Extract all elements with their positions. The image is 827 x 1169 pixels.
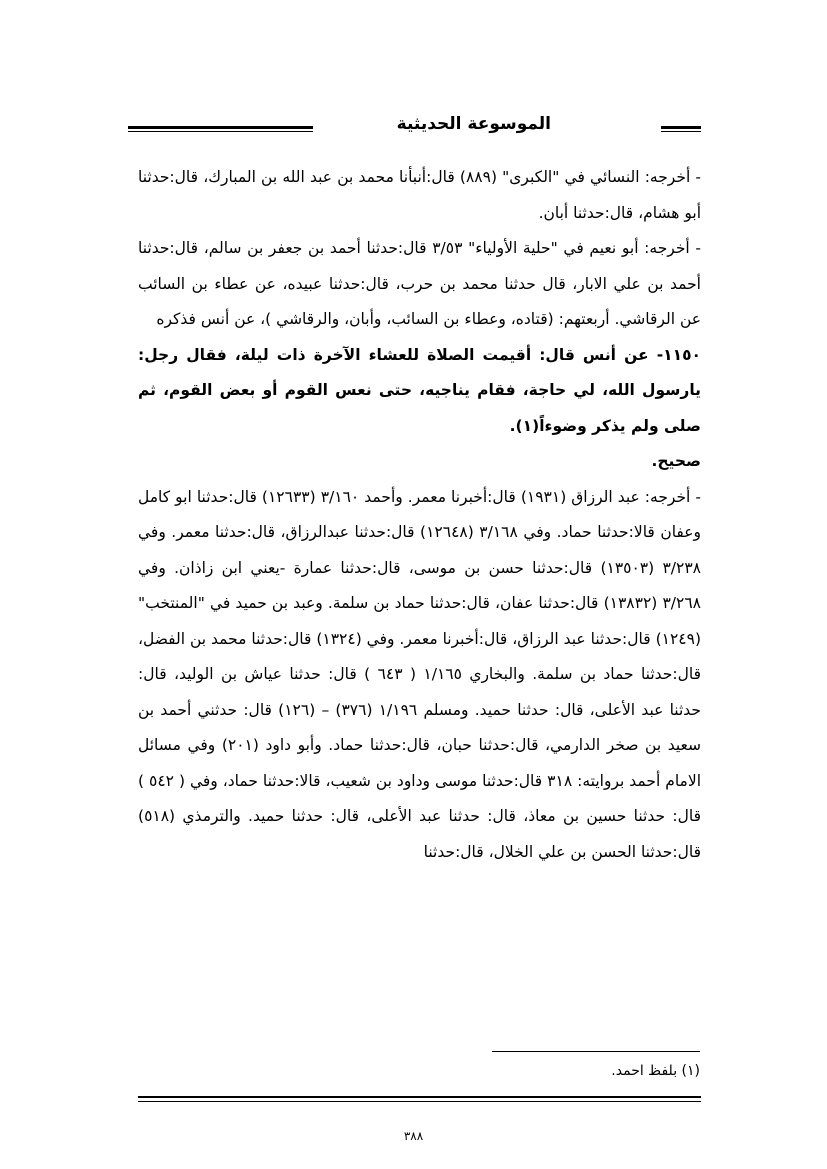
page-header (128, 112, 701, 142)
page-number: ٣٨٨ (403, 1129, 424, 1143)
footnote-1: (١) بلفظ احمد. (611, 1063, 700, 1079)
header-title: الموسوعة الحديثية (396, 114, 551, 134)
header-rule-left-thin (128, 131, 313, 132)
header-rule-right-thin (661, 131, 701, 132)
paragraph-takhrij: - أخرجه: عبد الرزاق (١٩٣١) قال:أخبرنا معمر. وأحمد ٣/١٦٠ (١٢٦٣٣) قال:حدثنا ابو كامل وعفان قالا:حدثنا حماد. وفي ٣/١٦٨ (١٢٦٤٨) قال:حدثنا عبدالرزاق، قال:حدثنا معمر. وفي ٣/٢٣٨ (١٣٥٠٣) قال:حدثنا حسن بن موسى، قال:حدثنا عمارة -يعني ابن زاذان. وفي ٣/٢٦٨ (١٣٨٣٢) قال:حدثنا عفان، قال:حدثنا حماد بن سلمة. وعبد بن حميد في "المنتخب" (١٢٤٩) قال:حدثنا عبد الرزاق، قال:أخبرنا معمر. وفي (١٣٢٤) قال:حدثنا محمد بن الفضل، قال:حدثنا حماد بن سلمة. والبخاري ١/١٦٥ ( ٦٤٣ ) قال: حدثنا عياش بن الوليد، قال: حدثنا عبد الأعلى، قال: حدثنا حميد. ومسلم ١/١٩٦ (٣٧٦) – (١٢٦) قال: حدثني أحمد بن سعيد بن صخر الدارمي، قال:حدثنا حبان، قال:حدثنا حماد. وأبو داود (٢٠١) وفي مسائل الامام أحمد بروايته: ٣١٨ قال:حدثنا موسى وداود بن شعيب، قالا:حدثنا حماد، وفي ( ٥٤٢ ) قال: حدثنا حسين بن معاذ، قال: حدثنا عبد الأعلى، قال: حدثنا حميد. والترمذي (٥١٨) قال:حدثنا الحسن بن علي الخلال، قال:حدثنا (138, 487, 702, 861)
bottom-rule-thin (138, 1101, 701, 1102)
paragraph-abu-nuaym: - أخرجه: أبو نعيم في "حلية الأولياء" ٣/٥٣ قال:حدثنا أحمد بن جعفر بن سالم، قال:حدثنا أحمد بن علي الابار، قال حدثنا محمد بن حرب، قال:حدثنا عبيده، عن عطاء بن السائب عن الرقاشي. أربعتهم: (قتاده، وعطاء بن السائب، وأبان، والرقاشي )، عن أنس فذكره (138, 239, 701, 328)
header-rule-right (661, 126, 701, 129)
grading: صحيح. (651, 452, 701, 470)
bottom-rule-thick (138, 1096, 701, 1098)
footnote-rule (492, 1051, 700, 1052)
hadith-1150: ١١٥٠- عن أنس قال: أقيمت الصلاة للعشاء الآخرة ذات ليلة، فقال رجل: يارسول الله، لي حاجة، فقام يناجيه، حتى نعس القوم أو بعض القوم، ثم صلى ولم يذكر وضوءاً(١). (138, 345, 701, 435)
paragraph-nasai: - أخرجه: النسائي في "الكبرى" (٨٨٩) قال:أنبأنا محمد بن عبد الله بن المبارك، قال:حدثنا أبو هشام، قال:حدثنا أبان. (138, 168, 702, 222)
main-text (138, 160, 701, 870)
header-rule-left (128, 126, 313, 129)
